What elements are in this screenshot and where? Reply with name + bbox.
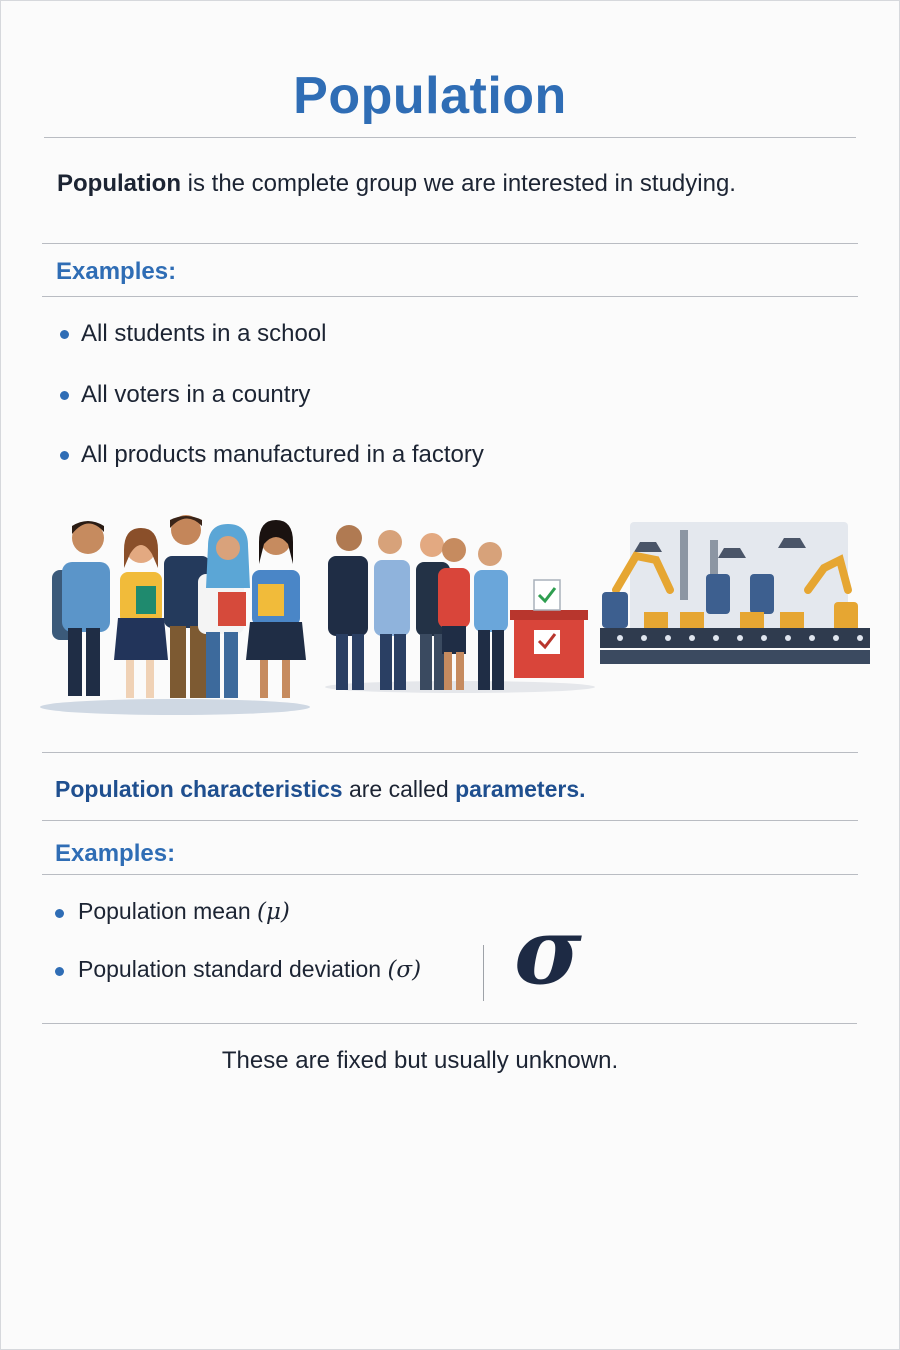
bullet-icon — [55, 967, 64, 976]
list-item-mean — [78, 898, 290, 925]
examples-heading-2: Examples: — [55, 840, 176, 867]
footer-note: These are fixed but usually unknown. — [221, 1047, 619, 1074]
students-illustration — [40, 515, 310, 715]
list-item-stddev — [78, 956, 421, 983]
illustrations — [40, 510, 880, 720]
bullet-icon — [60, 451, 69, 460]
list-item: All products manufactured in a factory — [81, 441, 484, 468]
parameters-term-2: parameters — [455, 776, 580, 802]
sigma-symbol: (σ) — [387, 957, 422, 983]
page-title: Population — [293, 67, 567, 125]
definition-text — [57, 170, 736, 198]
divider — [42, 752, 858, 753]
list-item-label: Population standard deviation — [78, 956, 388, 982]
examples-heading-1: Examples: — [56, 258, 177, 285]
definition-term: Population — [57, 170, 181, 197]
list-item-label: Population mean — [78, 898, 258, 924]
parameters-sentence — [55, 776, 586, 803]
list-item: All voters in a country — [81, 381, 311, 408]
bullet-icon — [55, 909, 64, 918]
divider — [42, 243, 858, 244]
divider — [42, 874, 858, 875]
parameters-period: . — [579, 776, 586, 802]
list-item: All students in a school — [81, 320, 327, 347]
sigma-large-symbol: σ — [514, 897, 582, 1005]
parameters-term-1: Population characteristics — [55, 776, 343, 802]
separator-line — [483, 945, 484, 1001]
title-divider — [44, 137, 856, 138]
factory-illustration — [600, 522, 870, 664]
bullet-icon — [60, 330, 69, 339]
divider — [42, 820, 858, 821]
definition-rest: is the complete group we are interested in studying. — [180, 170, 736, 197]
parameters-connector: are called — [342, 776, 456, 802]
bullet-icon — [60, 391, 69, 400]
voters-illustration — [325, 525, 595, 693]
divider — [42, 296, 858, 297]
divider — [42, 1023, 857, 1024]
mu-symbol: (μ) — [257, 899, 290, 925]
